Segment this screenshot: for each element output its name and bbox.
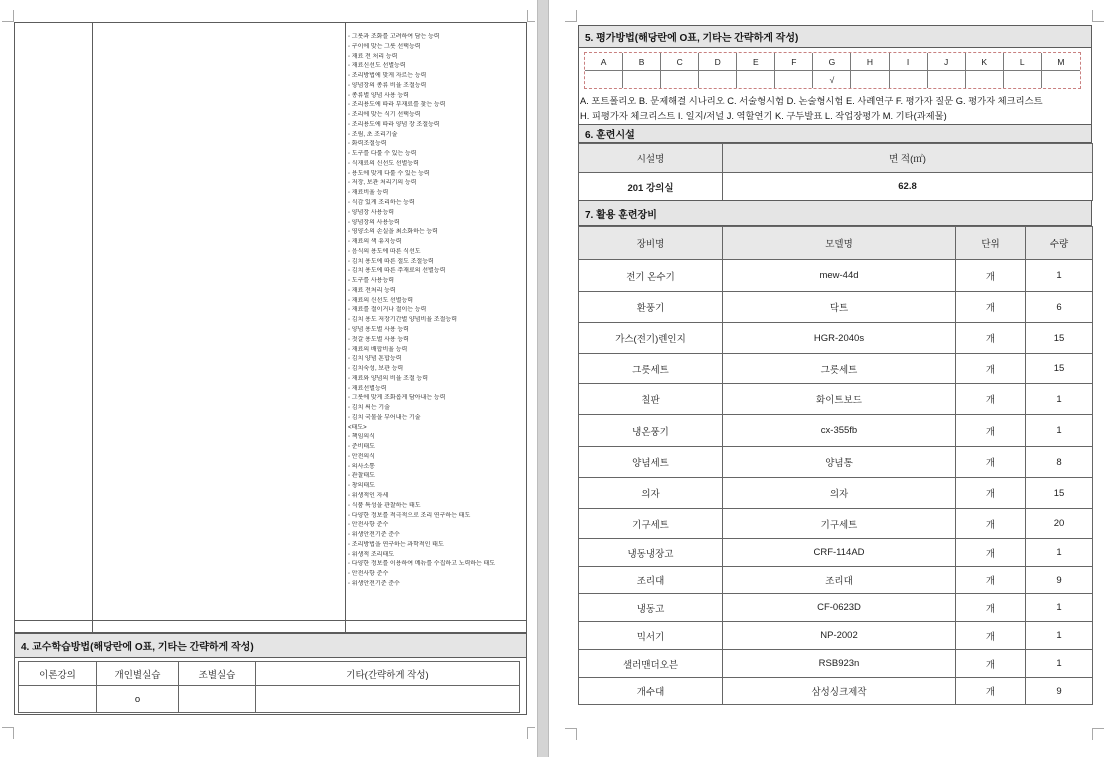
unit-cell: 개 — [956, 292, 1026, 323]
evaluation-method-table — [584, 52, 1081, 89]
equipment-row — [579, 509, 1093, 539]
page-corner-mark — [527, 10, 535, 22]
competency-item: ◦ 준비태도 — [348, 444, 375, 451]
competency-item: ◦ 안전사항 준수 — [348, 571, 389, 578]
mark-group-practice — [179, 686, 256, 713]
equipment-name-cell: 가스(전기)렌인지 — [579, 323, 723, 354]
model-name-cell: 닥트 — [723, 292, 956, 323]
evaluation-letter-a: A — [585, 53, 623, 71]
competency-item: ◦ 재료를 절이거나 절이는 능력 — [348, 307, 427, 314]
competency-item: ◦ 조리에 맞는 식기 선택능력 — [348, 112, 421, 119]
quantity-cell: 20 — [1026, 509, 1093, 539]
equipment-name-cell: 개수대 — [579, 678, 723, 705]
unit-cell: 개 — [956, 478, 1026, 509]
competency-item: ◦ 조리방법을 연구하는 과학적인 태도 — [348, 541, 444, 548]
competency-item: ◦ 식감 있게 조리하는 능력 — [348, 200, 415, 207]
equipment-row — [579, 292, 1093, 323]
evaluation-mark-g: √ — [813, 71, 851, 88]
evaluation-mark-b — [623, 71, 661, 88]
evaluation-mark-row — [585, 71, 1080, 88]
competency-item: ◦ 화력조절능력 — [348, 141, 387, 148]
page-corner-mark — [1092, 10, 1104, 22]
header-equipment-name: 장비명 — [579, 227, 723, 260]
competency-item: ◦ 도구를 다룰 수 있는 능력 — [348, 151, 417, 158]
model-name-cell: 조리대 — [723, 567, 956, 594]
competency-item: ◦ 김치숙성, 보관 능력 — [348, 366, 404, 373]
mark-individual-practice: o — [97, 686, 179, 713]
evaluation-mark-k — [966, 71, 1004, 88]
equipment-name-cell: 냉동냉장고 — [579, 539, 723, 567]
model-name-cell: mew-44d — [723, 260, 956, 292]
evaluation-mark-i — [890, 71, 928, 88]
equipment-row — [579, 594, 1093, 622]
competency-item: ◦ 영양소의 손실을 최소화하는 능력 — [348, 229, 438, 236]
unit-cell: 개 — [956, 447, 1026, 478]
equipment-row — [579, 260, 1093, 292]
teaching-method-table — [18, 661, 520, 713]
header-facility-name: 시설명 — [579, 144, 723, 173]
competency-item: ◦ 재료비율 능력 — [348, 190, 389, 197]
quantity-cell: 1 — [1026, 415, 1093, 447]
model-name-cell: cx-355fb — [723, 415, 956, 447]
competency-item: ◦ 안전사항 준수 — [348, 522, 389, 529]
quantity-cell: 15 — [1026, 478, 1093, 509]
competency-item: ◦ 의사소통 — [348, 463, 375, 470]
quantity-cell: 1 — [1026, 384, 1093, 415]
competency-item: ◦ 재료선별능력 — [348, 385, 387, 392]
equipment-row — [579, 447, 1093, 478]
competency-item: <태도> — [348, 424, 367, 431]
equipment-row — [579, 415, 1093, 447]
page-corner-mark — [2, 727, 14, 739]
competency-item: ◦ 조리용도에 따라 부재료를 찾는 능력 — [348, 102, 446, 109]
model-name-cell: 양념통 — [723, 447, 956, 478]
teaching-method-header-row — [19, 662, 520, 686]
competency-item: ◦ 김치 국물을 부어내는 기술 — [348, 414, 421, 421]
evaluation-mark-j — [928, 71, 966, 88]
evaluation-letter-m: M — [1042, 53, 1080, 71]
header-area: 면 적(㎡) — [723, 144, 1093, 173]
model-name-cell: 의자 — [723, 478, 956, 509]
evaluation-mark-c — [661, 71, 699, 88]
page-corner-mark — [2, 10, 14, 22]
unit-cell: 개 — [956, 594, 1026, 622]
table-column-divider — [92, 22, 93, 633]
evaluation-mark-d — [699, 71, 737, 88]
competency-item: ◦ 위생적인 자세 — [348, 492, 389, 499]
evaluation-letter-j: J — [928, 53, 966, 71]
equipment-name-cell: 의자 — [579, 478, 723, 509]
competency-item: ◦ 위생안전기준 준수 — [348, 580, 400, 587]
equipment-name-cell: 그릇세트 — [579, 354, 723, 384]
model-name-cell: CRF-114AD — [723, 539, 956, 567]
equipment-name-cell: 전기 온수기 — [579, 260, 723, 292]
equipment-row — [579, 622, 1093, 650]
header-quantity: 수량 — [1026, 227, 1093, 260]
evaluation-letter-row — [585, 53, 1080, 71]
section6-title: 6. 훈련시설 — [578, 124, 1092, 143]
competency-item: ◦ 용도에 맞게 다룰 수 있는 능력 — [348, 170, 430, 177]
table-column-divider — [345, 22, 346, 633]
equipment-name-cell: 냉동고 — [579, 594, 723, 622]
equipment-row — [579, 678, 1093, 705]
page-corner-mark — [565, 10, 577, 22]
evaluation-mark-e — [737, 71, 775, 88]
facility-area-cell: 62.8 — [723, 173, 1093, 201]
evaluation-letter-b: B — [623, 53, 661, 71]
section4-title: 4. 교수학습방법(해당란에 O표, 기타는 간략하게 작성) — [14, 633, 527, 658]
facility-table — [578, 143, 1093, 201]
quantity-cell: 1 — [1026, 650, 1093, 678]
evaluation-mark-a — [585, 71, 623, 88]
competency-item: ◦ 조림, 초 조리기술 — [348, 131, 398, 138]
competency-item: ◦ 도구를 사용능력 — [348, 278, 395, 285]
evaluation-letter-d: D — [699, 53, 737, 71]
header-model-name: 모델명 — [723, 227, 956, 260]
quantity-cell: 9 — [1026, 678, 1093, 705]
evaluation-letter-i: I — [890, 53, 928, 71]
unit-cell: 개 — [956, 384, 1026, 415]
quantity-cell: 1 — [1026, 539, 1093, 567]
unit-cell: 개 — [956, 323, 1026, 354]
competency-item: ◦ 그릇과 조화를 고려하여 담는 능력 — [348, 34, 440, 40]
model-name-cell: 화이트보드 — [723, 384, 956, 415]
competency-item: ◦ 김치 양념 혼합능력 — [348, 356, 402, 363]
competency-item: ◦ 재료의 배합비율 능력 — [348, 346, 408, 353]
unit-cell: 개 — [956, 354, 1026, 384]
page-corner-mark — [527, 727, 535, 739]
quantity-cell: 9 — [1026, 567, 1093, 594]
quantity-cell: 1 — [1026, 594, 1093, 622]
quantity-cell: 8 — [1026, 447, 1093, 478]
competency-item: ◦ 창의태도 — [348, 483, 375, 490]
competency-item: ◦ 관찰태도 — [348, 473, 375, 480]
page-gutter — [537, 0, 549, 757]
unit-cell: 개 — [956, 650, 1026, 678]
competency-item: ◦ 재료의 신선도 선별능력 — [348, 297, 414, 304]
competency-item: ◦ 양념장의 사용능력 — [348, 219, 400, 226]
facility-header-row — [579, 144, 1093, 173]
unit-cell: 개 — [956, 622, 1026, 650]
unit-cell: 개 — [956, 567, 1026, 594]
competency-item: ◦ 재료와 양념의 비율 조절 능력 — [348, 375, 429, 382]
equipment-row — [579, 567, 1093, 594]
mark-lecture — [19, 686, 97, 713]
competency-item: ◦ 식재료의 신선도 선별능력 — [348, 160, 419, 167]
teaching-method-mark-row — [19, 686, 520, 713]
evaluation-mark-l — [1004, 71, 1042, 88]
equipment-name-cell: 조리대 — [579, 567, 723, 594]
competency-item: ◦ 재료 전 처리 능력 — [348, 53, 398, 60]
competency-item: ◦ 조리방법에 맞게 자르는 능력 — [348, 73, 427, 80]
evaluation-letter-k: K — [966, 53, 1004, 71]
evaluation-letter-g: G — [813, 53, 851, 71]
competency-item: ◦ 위생적 조리태도 — [348, 551, 395, 558]
competency-item: ◦ 안전의식 — [348, 453, 375, 460]
competency-item: ◦ 다양한 정보를 적극적으로 조리 연구하는 태도 — [348, 512, 471, 519]
competency-item: ◦ 양념장 사용능력 — [348, 209, 395, 216]
evaluation-mark-f — [775, 71, 813, 88]
equipment-table — [578, 226, 1093, 705]
section7-title: 7. 활용 훈련장비 — [578, 200, 1092, 226]
equipment-name-cell: 칠판 — [579, 384, 723, 415]
competency-item: ◦ 책임의식 — [348, 434, 375, 441]
unit-cell: 개 — [956, 539, 1026, 567]
competency-item: ◦ 다양한 정보를 이용하여 메뉴를 수집하고 노력하는 태도 — [348, 561, 496, 568]
mark-other — [256, 686, 520, 713]
competency-item: ◦ 김치 써는 기술 — [348, 405, 390, 412]
evaluation-mark-m — [1042, 71, 1080, 88]
competency-item: ◦ 김치 용도에 따른 절도 조절능력 — [348, 258, 434, 265]
equipment-row — [579, 478, 1093, 509]
competency-item: ◦ 김치 용도에 따른 주재료의 선별능력 — [348, 268, 446, 275]
equipment-name-cell: 냉온풍기 — [579, 415, 723, 447]
facility-row — [579, 173, 1093, 201]
quantity-cell: 1 — [1026, 622, 1093, 650]
competency-item: ◦ 저장, 보관 처리기의 능력 — [348, 180, 417, 187]
model-name-cell: 기구세트 — [723, 509, 956, 539]
equipment-row — [579, 354, 1093, 384]
unit-cell: 개 — [956, 260, 1026, 292]
competency-item: ◦ 그릇에 맞게 조화롭게 담아내는 능력 — [348, 395, 446, 402]
model-name-cell: NP-2002 — [723, 622, 956, 650]
evaluation-letter-f: F — [775, 53, 813, 71]
competency-item: ◦ 조리용도에 따라 양념 장 조절능력 — [348, 121, 440, 128]
equipment-row — [579, 650, 1093, 678]
unit-cell: 개 — [956, 509, 1026, 539]
evaluation-letter-e: E — [737, 53, 775, 71]
evaluation-letter-h: H — [851, 53, 889, 71]
header-other: 기타(간략하게 작성) — [256, 662, 520, 686]
table-row-divider — [14, 620, 527, 621]
page-corner-mark — [1092, 728, 1104, 740]
competency-item: ◦ 재료신선도 선별능력 — [348, 63, 406, 70]
facility-name-cell: 201 강의실 — [579, 173, 723, 201]
competency-item: ◦ 젓갈 용도별 사용 능력 — [348, 336, 409, 343]
equipment-name-cell: 기구세트 — [579, 509, 723, 539]
evaluation-legend-line-1: A. 포트폴리오 B. 문제해결 시나리오 C. 서술형시험 D. 논술형시험 E. 사례연구 F. 평가자 질문 G. 평가자 체크리스트 — [580, 96, 1043, 106]
competency-item: ◦ 음식의 용도에 따른 식선도 — [348, 248, 421, 255]
quantity-cell: 6 — [1026, 292, 1093, 323]
equipment-name-cell: 믹서기 — [579, 622, 723, 650]
equipment-name-cell: 환풍기 — [579, 292, 723, 323]
competency-item: ◦ 식품 특성을 관찰하는 태도 — [348, 502, 421, 509]
equipment-row — [579, 539, 1093, 567]
header-lecture: 이론강의 — [19, 662, 97, 686]
model-name-cell: 그릇세트 — [723, 354, 956, 384]
evaluation-legend-line-2: H. 피평가자 체크리스트 I. 일지/저널 J. 역할연기 K. 구두발표 L. 작업장평가 M. 기타(과제물) — [580, 111, 947, 121]
quantity-cell: 1 — [1026, 260, 1093, 292]
competency-item: ◦ 위생안전기준 준수 — [348, 532, 400, 539]
page-corner-mark — [565, 728, 577, 740]
header-unit: 단위 — [956, 227, 1026, 260]
competency-item: ◦ 종류별 양념 사용 능력 — [348, 92, 409, 99]
model-name-cell: CF-0623D — [723, 594, 956, 622]
quantity-cell: 15 — [1026, 354, 1093, 384]
model-name-cell: RSB923n — [723, 650, 956, 678]
evaluation-letter-c: C — [661, 53, 699, 71]
quantity-cell: 15 — [1026, 323, 1093, 354]
model-name-cell: 삼성싱크제작 — [723, 678, 956, 705]
equipment-row — [579, 323, 1093, 354]
evaluation-mark-h — [851, 71, 889, 88]
unit-cell: 개 — [956, 678, 1026, 705]
unit-cell: 개 — [956, 415, 1026, 447]
competency-list — [348, 33, 523, 590]
equipment-name-cell: 샐러맨더오븐 — [579, 650, 723, 678]
competency-item: ◦ 재료의 색 유지능력 — [348, 239, 402, 246]
competency-item: ◦ 구이에 맞는 그릇 선택능력 — [348, 43, 421, 50]
competency-item: ◦ 양념장의 종류 비율 조절능력 — [348, 82, 427, 89]
equipment-name-cell: 양념세트 — [579, 447, 723, 478]
header-group-practice: 조별실습 — [179, 662, 256, 686]
competency-item: ◦ 재료 전처리 능력 — [348, 287, 396, 294]
section5-title: 5. 평가방법(해당란에 O표, 기타는 간략하게 작성) — [578, 25, 1092, 48]
header-individual-practice: 개인별실습 — [97, 662, 179, 686]
competency-item: ◦ 양념 용도별 사용 능력 — [348, 326, 409, 333]
equipment-row — [579, 384, 1093, 415]
model-name-cell: HGR-2040s — [723, 323, 956, 354]
equipment-header-row — [579, 227, 1093, 260]
competency-item: ◦ 김치 용도 저장기간별 양념비율 조절능력 — [348, 317, 457, 324]
evaluation-letter-l: L — [1004, 53, 1042, 71]
